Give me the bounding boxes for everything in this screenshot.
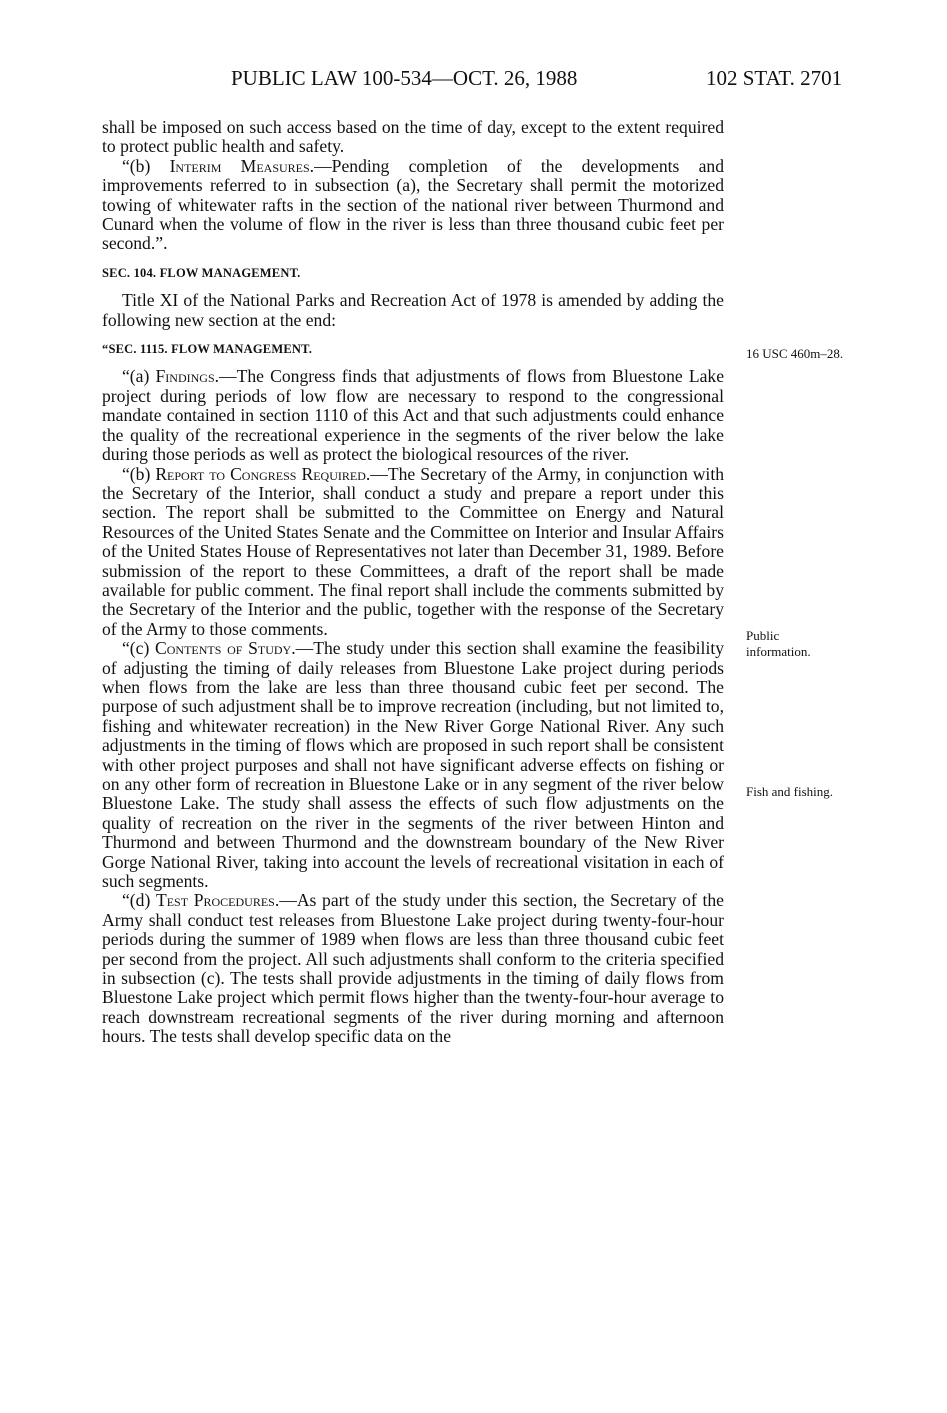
paragraph-test-procedures — [102, 891, 724, 1046]
paragraph-interim-measures — [102, 157, 724, 254]
margin-note-public-information: Public information. — [746, 628, 811, 659]
paragraph-open: “(a) — [122, 366, 156, 387]
section-heading-1115: “SEC. 1115. FLOW MANAGEMENT. — [102, 342, 313, 357]
paragraph-contents — [102, 639, 724, 891]
main-text — [102, 118, 724, 1047]
paragraph-report — [102, 465, 724, 640]
caption-report: Report to Congress Required. — [155, 463, 371, 484]
paragraph-text: —The Congress finds that adjustments of flows from Bluestone Lake project during periods of low flow are necessary to respond to the congressional mandate contained in section 1110 of this Act and that such adjustments could enhance the quality of the recreational experience in the segments of the river below the lake during those periods as well as protect the biological resources of the river. — [102, 366, 724, 465]
margin-note-usc: 16 USC 460m–28. — [746, 346, 844, 361]
running-header — [0, 66, 947, 96]
paragraph-open: “(c) — [122, 638, 156, 659]
paragraph-open: “(d) — [122, 890, 156, 911]
header-title: PUBLIC LAW 100-534—OCT. 26, 1988 — [231, 66, 578, 90]
paragraph-text: —The Secretary of the Army, in conjunction with the Secretary of the Interior, shall conduct a study and prepare a report under this section. The report shall be submitted to the Committee on Energy and Natural Resources of the United States Senate and the Committee on Interior and Insular Affairs of the United States House of Representatives not later than December 31, 1989. Before submission of the report to these Committees, a draft of the report shall be made available for public comment. The final report shall include the comments submitted by the Secretary of the Interior and the public, together with the response of the Secretary of the Army to those comments. — [102, 463, 724, 639]
caption-test-procedures: Test Procedures. — [155, 890, 280, 911]
paragraph-title-xi: Title XI of the National Parks and Recreation Act of 1978 is amended by adding the following new section at the end: — [102, 290, 724, 330]
paragraph-text: —Pending completion of the developments and improvements referred to in subsection (a), the Secretary shall permit the motorized towing of whitewater rafts in the section of the national river between Thurmond and Cunard when the volume of flow in the river is less than three thousand cubic feet per second.”. — [102, 155, 725, 254]
section-heading-104: SEC. 104. FLOW MANAGEMENT. — [102, 265, 301, 280]
margin-note-fish: Fish and fishing. — [746, 784, 834, 799]
caption-interim-measures: Interim Measures. — [169, 155, 315, 176]
caption-contents: Contents of Study. — [155, 638, 296, 659]
paragraph-open: “(b) — [122, 463, 156, 484]
paragraph-continuation: shall be imposed on such access based on the time of day, except to the extent required to protect public health and safety. — [102, 117, 724, 157]
caption-findings: Findings. — [155, 366, 220, 387]
paragraph-findings — [102, 367, 724, 464]
page-number: 102 STAT. 2701 — [706, 66, 843, 90]
paragraph-open: “(b) — [122, 155, 170, 176]
paragraph-text: —As part of the study under this section, the Secretary of the Army shall conduct test releases from Bluestone Lake project during twenty-four-hour periods during the summer of 1989 when flows are less than three thousand cubic feet per second from the project. All such adjustments shall conform to the criteria specified in subsection (c). The tests shall provide adjustments in the timing of daily flows from Bluestone Lake project which permit flows higher than the twenty-four-hour average to reach downstream recreational segments of the river during morning and afternoon hours. The tests shall develop specific data on the — [102, 890, 724, 1047]
paragraph-text: —The study under this section shall examine the feasibility of adjusting the timing of daily releases from Bluestone Lake project during periods when flows from the lake are less than three thousand cubic feet per second. The purpose of such adjustment shall be to improve recreation (including, but not limited to, fishing and whitewater recreation) in the New River Gorge National River. Any such adjustments in the timing of flows which are proposed in such report shall be consistent with other project purposes and shall not have significant adverse effects on fishing or on any other form of recreation in Bluestone Lake or in any segment of the river below Bluestone Lake. The study shall assess the effects of such flow adjustments on the quality of recreation on the river in the segments of the river between Hinton and Thurmond and between Thurmond and the downstream boundary of the New River Gorge National River, taking into account the levels of recreational visitation in each of such segments. — [102, 638, 725, 892]
